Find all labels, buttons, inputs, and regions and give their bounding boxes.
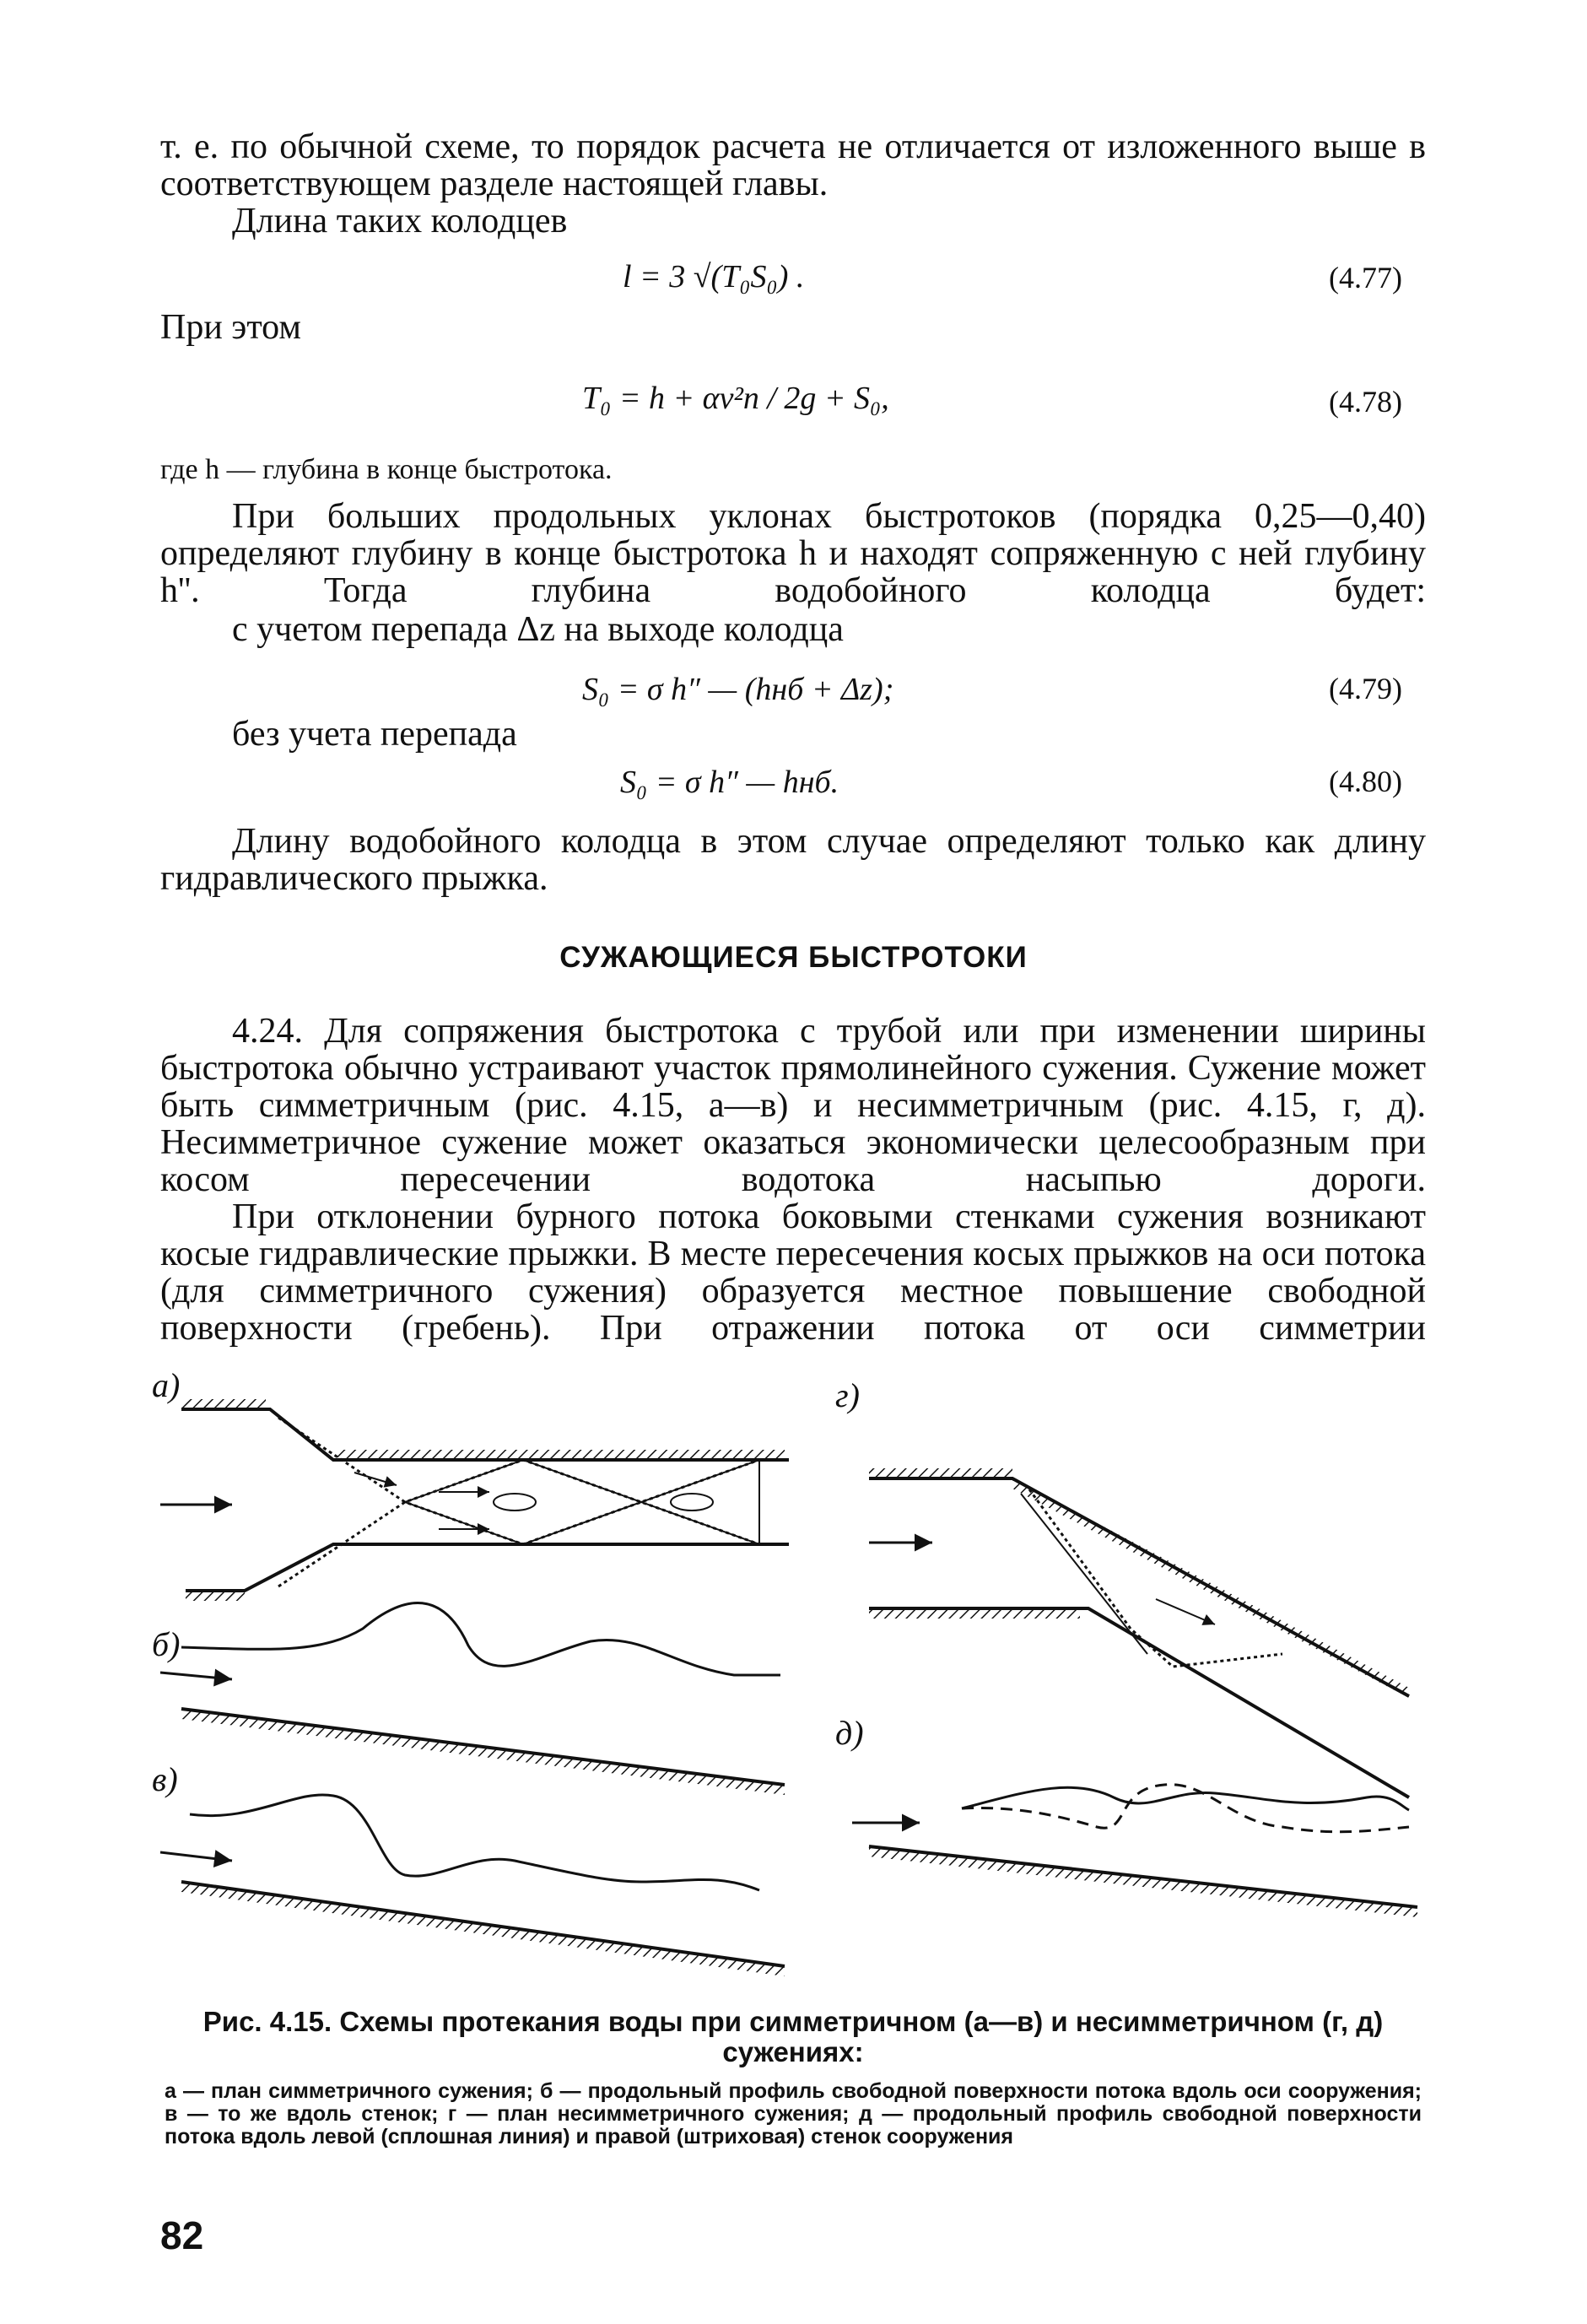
panel-b-profile: [160, 1603, 785, 1795]
paragraph-with-drop: с учетом перепада Δz на выходе колодца: [232, 610, 844, 649]
panel-d-profile: [852, 1785, 1417, 1917]
bottom-hatch-d: [869, 1846, 1417, 1917]
paragraph-oblique-jumps: При отклонении бурного потока боковыми стенками сужения возникают косые гидравлические прыжки. В месте пересечения косых прыжков на оси потока (для симметричного сужения) образуется местное повышение свободной поверхности (гребень). При отражении потока от оси симметрии: [160, 1197, 1426, 1348]
label-a: а): [152, 1366, 181, 1404]
equation-number-4-79: (4.79): [1329, 672, 1402, 705]
bottom-hatch-b: [181, 1709, 785, 1795]
surface-profile-v: [190, 1795, 759, 1890]
paragraph-pri-etom: При этом: [160, 308, 301, 347]
panel-g-plan: [869, 1468, 1409, 1797]
equation-number-4-77: (4.77): [1329, 261, 1402, 295]
figure-caption-legend: а — план симметричного сужения; б — продольный профиль свободной поверхности потока вдоль оси сооружения; в — то же вдоль стенок; г — план несимметричного сужения; д — продольный профиль свободной поверхности потока вдоль левой (сплошная линия) и правой (штриховая) стенок сооружения: [165, 2079, 1422, 2148]
bottom-hatch-v: [181, 1882, 785, 1976]
diamond-pattern: [405, 1460, 759, 1544]
paragraph-length: Длина таких колодцев: [232, 202, 568, 241]
oblique-jumps: [278, 1418, 759, 1586]
label-b: б): [152, 1625, 181, 1663]
section-heading: СУЖАЮЩИЕСЯ БЫСТРОТОКИ: [559, 941, 1028, 974]
equation-number-4-80: (4.80): [1329, 765, 1402, 798]
paragraph-basin-length: Длину водобойного колодца в этом случае определяют только как длину гидравлического прыжка.: [160, 822, 1426, 898]
label-d: д): [835, 1714, 864, 1752]
bottom-wall: [186, 1544, 789, 1591]
figure-caption-title: Рис. 4.15. Схемы протекания воды при симметричном (а—в) и несимметричном (г, д) сужениях:: [202, 2006, 1384, 2067]
wall-hatch-bottom: [186, 1592, 245, 1601]
surface-left-wall: [962, 1787, 1409, 1810]
left-wall-g: [869, 1478, 1409, 1696]
panel-v-profile: [160, 1795, 785, 1976]
left-wall-hatch-g: [1012, 1478, 1409, 1698]
wall-hatch-top: [337, 1450, 785, 1460]
page-number: 82: [160, 2213, 204, 2257]
formula-4-80: S₀ = σ h″ — hнб.: [620, 765, 839, 800]
label-v: в): [152, 1760, 178, 1798]
equation-number-4-78: (4.78): [1329, 385, 1402, 419]
crest-ellipse-1: [494, 1494, 536, 1511]
definition-h: где h — глубина в конце быстротока.: [160, 454, 613, 485]
crest-ellipse-2: [671, 1494, 713, 1511]
panel-a-plan: [160, 1399, 789, 1601]
paragraph-without-drop: без учета перепада: [232, 715, 517, 754]
inner-arrow-g: [1156, 1599, 1215, 1624]
flow-arrow-v: [160, 1852, 232, 1861]
formula-4-79: S₀ = σ h″ — (hнб + Δz);: [582, 672, 894, 707]
formula-4-78: T₀ = h + αv²п / 2g + S₀,: [582, 381, 889, 416]
paragraph-4-24: 4.24. Для сопряжения быстротока с трубой или при изменении ширины быстротока обычно устраивают участок прямолинейного сужения. Сужение может быть симметричным (рис. 4.15, а—в) и несимметричным (рис. 4.15, г, д). Несимметричное сужение может оказаться экономически целесообразным при косом пересечении водотока насыпью дороги.: [160, 1012, 1426, 1199]
surface-profile-b: [181, 1603, 780, 1675]
paragraph-slopes: При больших продольных уклонах быстротоков (порядка 0,25—0,40) определяют глубину в конце быстротока h и находят сопряженную с ней глубину h''. Тогда глубина водобойного колодца будет:: [160, 497, 1426, 610]
flow-arrow-b: [160, 1673, 232, 1679]
label-g: г): [835, 1376, 860, 1414]
paragraph-continuation: т. е. по обычной схеме, то порядок расчета не отличается от изложенного выше в соответствующем разделе настоящей главы.: [160, 127, 1426, 203]
formula-4-77: l = 3 √(T₀S₀) .: [623, 259, 805, 295]
